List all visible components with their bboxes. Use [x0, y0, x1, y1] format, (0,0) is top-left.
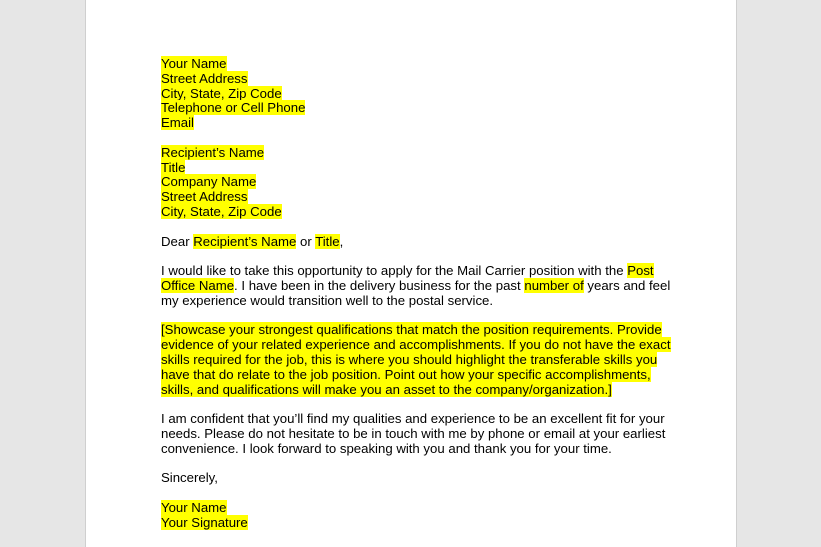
recipient-title: Title: [161, 159, 186, 175]
recipient-name: Recipient’s Name: [161, 144, 265, 160]
sign-off: Sincerely,: [161, 470, 218, 486]
sender-city: City, State, Zip Code: [161, 85, 282, 101]
letter-body: [161, 57, 671, 531]
recipient-city: City, State, Zip Code: [161, 203, 282, 219]
salutation: Dear Recipient’s Name or Title,: [161, 233, 344, 249]
sender-street: Street Address: [161, 70, 248, 86]
recipient-company: Company Name: [161, 174, 257, 190]
sender-block: [161, 57, 671, 131]
salutation-title: Title: [315, 233, 340, 249]
closing-signature: Your Signature: [161, 514, 248, 530]
paragraph-qualifications: [Showcase your strongest qualifications that match the position requirements. Provide evidence of your related experience and accomplishments. If you do not have the exact skills required for the job, this is where you should highlight the transferable skills you have that do relate to the job position. Point out how your specific accomplishments, skills, and qualifications will make you an asset to the company/organization.]: [161, 322, 671, 397]
paragraph-intro: I would like to take this opportunity to apply for the Mail Carrier position with the Post Office Name. I have been in the delivery business for the past number of years and feel my experience would transition well to the postal service.: [161, 263, 671, 308]
salutation-name: Recipient’s Name: [193, 233, 297, 249]
recipient-block: [161, 146, 671, 220]
years-placeholder: number of: [524, 277, 584, 293]
document-page: [85, 0, 737, 547]
recipient-street: Street Address: [161, 189, 248, 205]
sender-name: Your Name: [161, 56, 227, 71]
sender-phone: Telephone or Cell Phone: [161, 100, 306, 116]
paragraph-closing: I am confident that you’ll find my qualities and experience to be an excellent fit for your needs. Please do not hesitate to be in touch with me by phone or email at your earliest convenience. I look forward to speaking with you and thank you for your time.: [161, 411, 666, 456]
post-office-placeholder: Post: [627, 263, 654, 279]
closing-name: Your Name: [161, 499, 227, 515]
sender-email: Email: [161, 115, 194, 131]
